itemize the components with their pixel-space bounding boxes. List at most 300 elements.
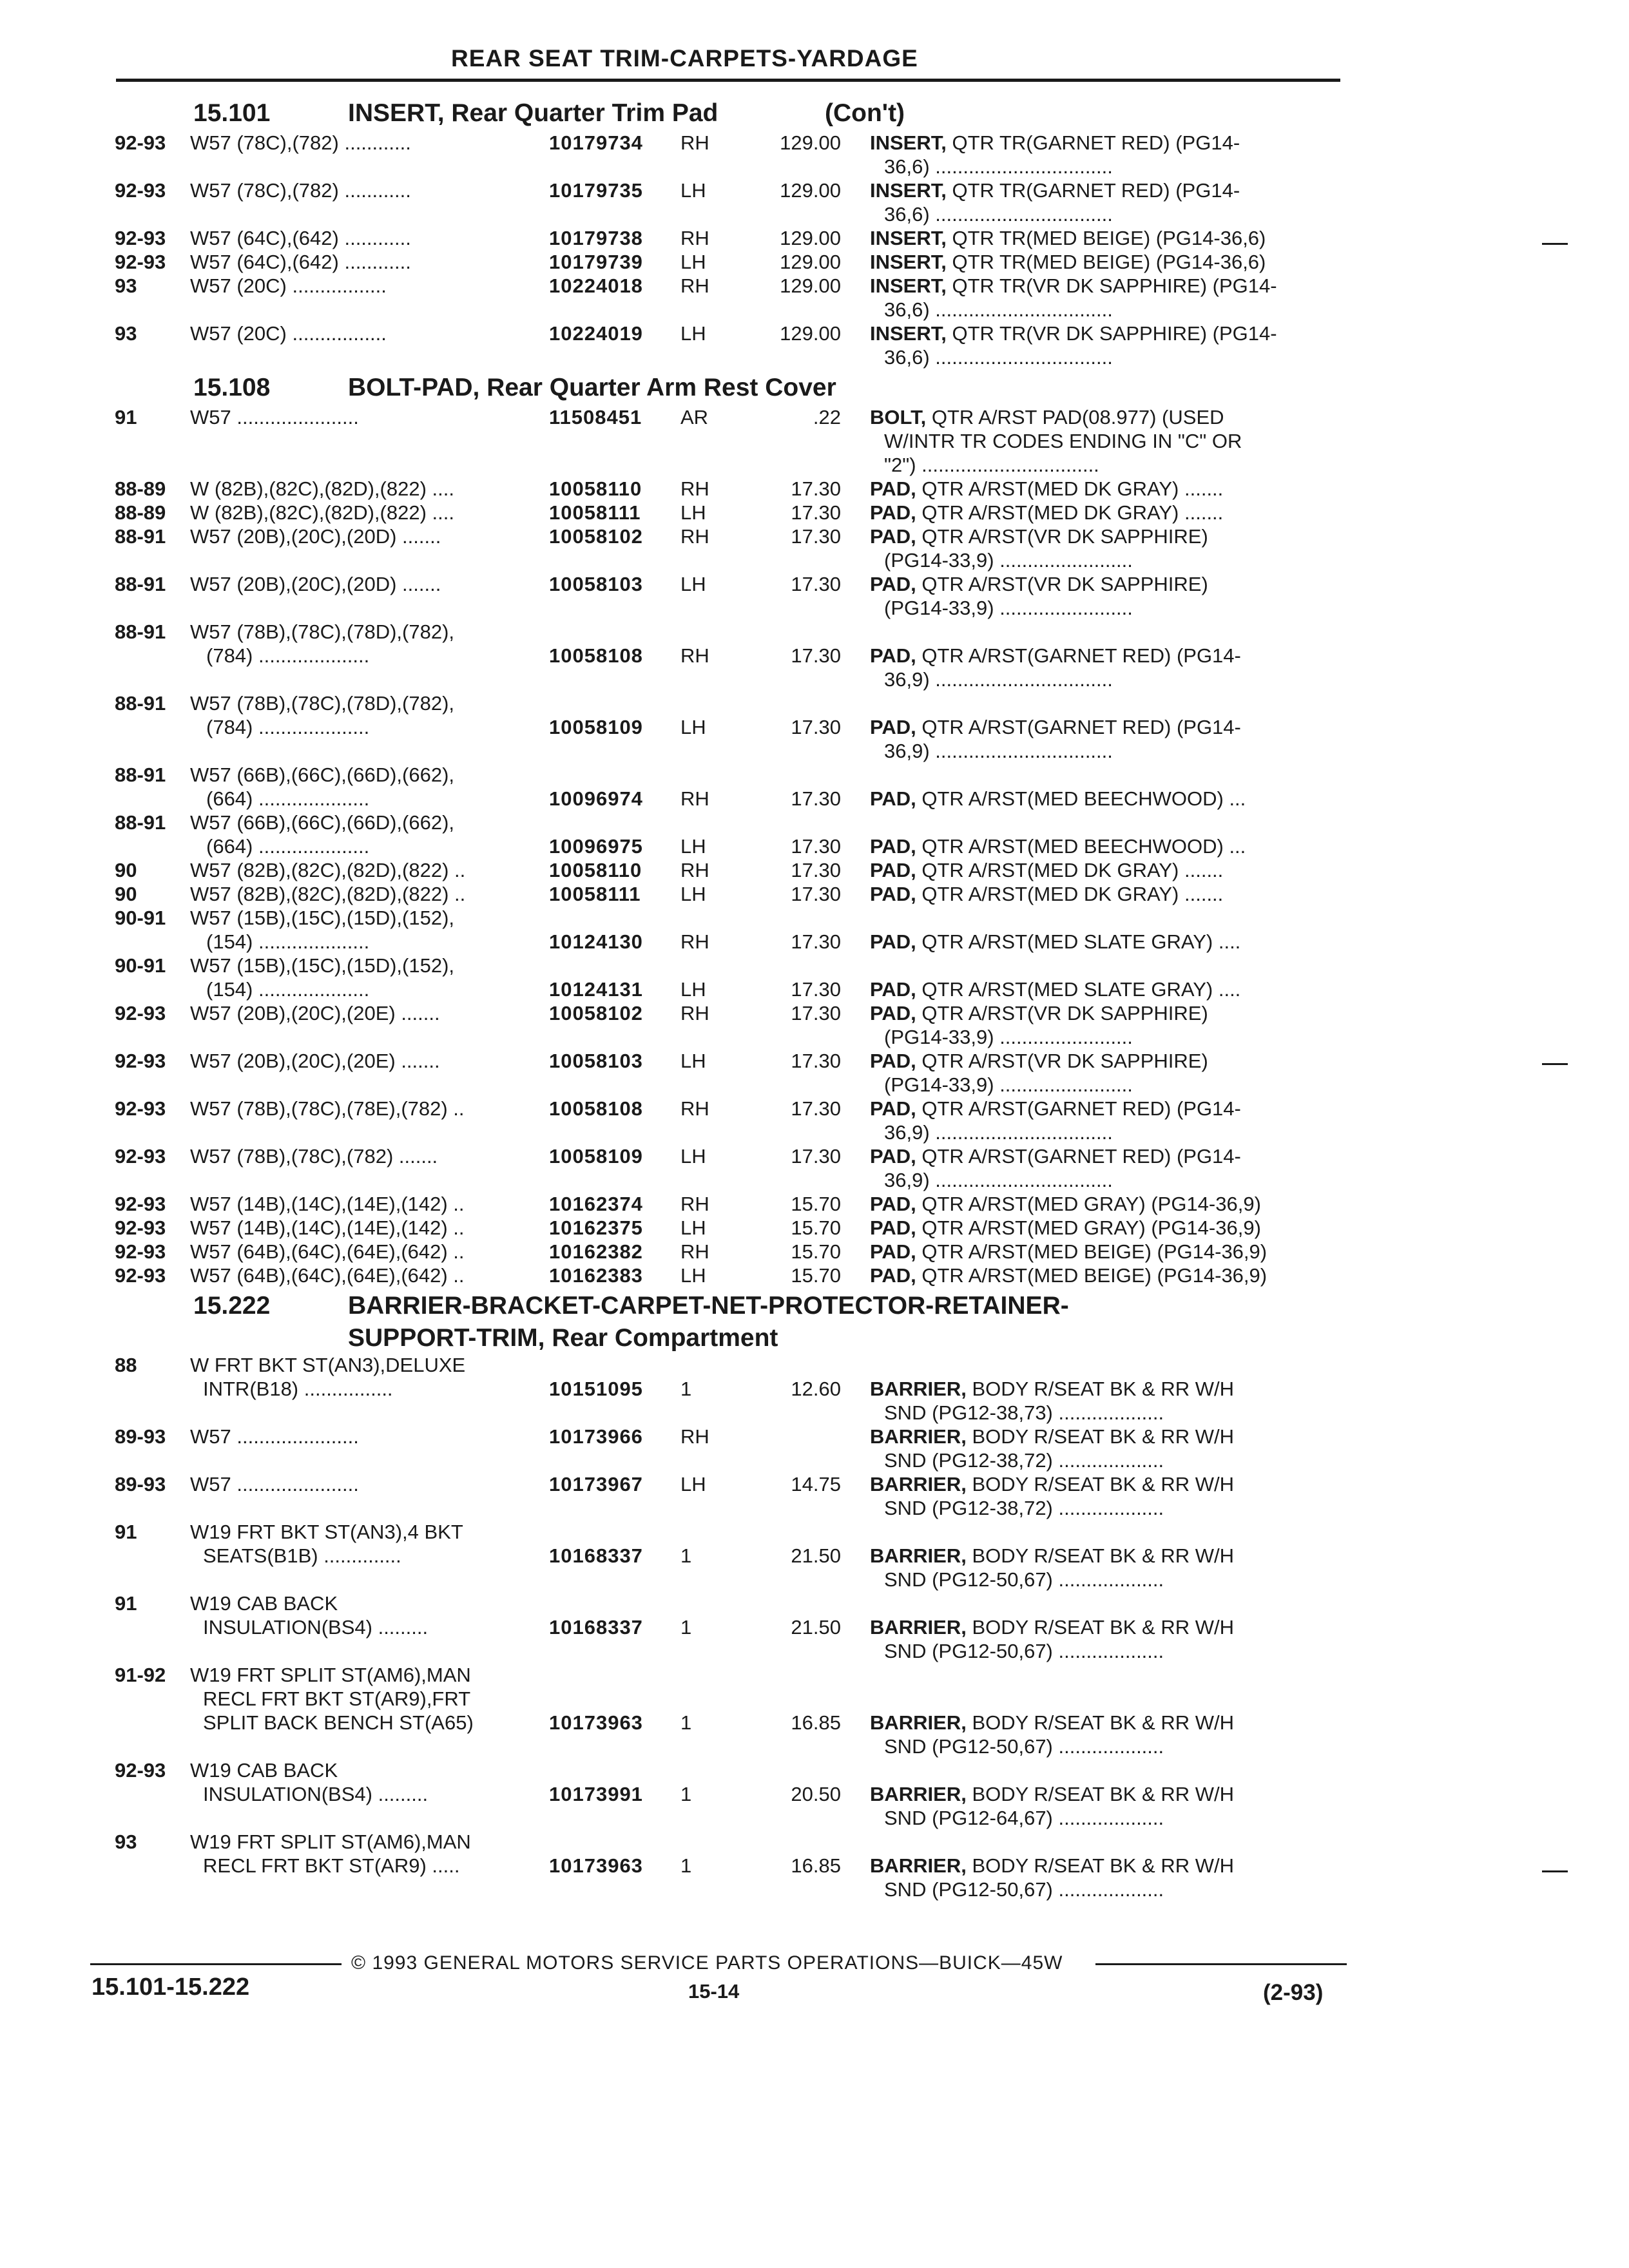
application: W19 CAB BACK bbox=[190, 1592, 338, 1615]
part-detail: BODY R/SEAT BK & RR W/H bbox=[966, 1378, 1234, 1400]
part-description bbox=[870, 644, 1241, 668]
table-row bbox=[0, 1097, 1629, 1121]
application: W19 CAB BACK bbox=[190, 1759, 338, 1782]
footer-rule-right bbox=[1095, 1963, 1347, 1965]
part-description bbox=[870, 322, 1277, 345]
application: W57 ...................... bbox=[190, 406, 359, 428]
description-continuation bbox=[0, 668, 1629, 692]
description-continuation bbox=[0, 1568, 1629, 1592]
model-years: 88-91 bbox=[115, 573, 166, 595]
model-years: 88-89 bbox=[115, 477, 166, 500]
table-row bbox=[0, 274, 1629, 298]
part-description bbox=[870, 227, 1266, 250]
part-description: SND (PG12-50,67) ................... bbox=[884, 1568, 1164, 1591]
part-description: 36,9) ................................ bbox=[884, 668, 1113, 691]
part-name: PAD, bbox=[870, 978, 916, 1001]
part-name: BARRIER, bbox=[870, 1425, 967, 1448]
part-name: PAD, bbox=[870, 1240, 916, 1263]
part-number: 11508451 bbox=[549, 406, 642, 428]
part-number: 10179739 bbox=[549, 251, 643, 273]
part-description: SND (PG12-38,72) ................... bbox=[884, 1497, 1164, 1519]
part-number: 10058103 bbox=[549, 573, 643, 595]
table-row bbox=[0, 620, 1629, 644]
application: W (82B),(82C),(82D),(822) .... bbox=[190, 501, 454, 524]
part-detail: QTR A/RST(MED DK GRAY) ....... bbox=[916, 859, 1224, 881]
application: (664) .................... bbox=[206, 787, 370, 810]
part-detail: QTR A/RST(MED BEECHWOOD) ... bbox=[916, 787, 1246, 810]
application: (664) .................... bbox=[206, 835, 370, 858]
quantity: LH bbox=[680, 1264, 706, 1287]
application: W57 (78B),(78C),(782) ....... bbox=[190, 1145, 438, 1168]
table-row bbox=[0, 477, 1629, 501]
model-years: 88-91 bbox=[115, 525, 166, 548]
part-description bbox=[870, 573, 1208, 596]
table-row bbox=[0, 1783, 1629, 1807]
part-name: INSERT, bbox=[870, 322, 947, 345]
part-number: 10058110 bbox=[549, 859, 642, 881]
description-continuation bbox=[0, 454, 1629, 477]
quantity: LH bbox=[680, 573, 706, 595]
quantity: LH bbox=[680, 322, 706, 345]
part-number: 10162374 bbox=[549, 1193, 643, 1215]
price: 129.00 bbox=[780, 227, 841, 249]
part-detail: BODY R/SEAT BK & RR W/H bbox=[966, 1473, 1234, 1495]
part-number: 10162382 bbox=[549, 1240, 643, 1263]
description-continuation bbox=[0, 298, 1629, 322]
part-description bbox=[870, 525, 1208, 548]
part-description bbox=[870, 1711, 1234, 1735]
quantity: RH bbox=[680, 131, 709, 154]
description-continuation bbox=[0, 1735, 1629, 1759]
part-number: 10058111 bbox=[549, 501, 641, 524]
model-years: 92-93 bbox=[115, 1216, 166, 1239]
application: W57 (82B),(82C),(82D),(822) .. bbox=[190, 883, 466, 905]
part-description: SND (PG12-38,72) ................... bbox=[884, 1449, 1164, 1472]
table-row bbox=[0, 978, 1629, 1002]
table-row bbox=[0, 1831, 1629, 1854]
application: W57 (20C) ................. bbox=[190, 322, 387, 345]
section-number: 15.108 bbox=[193, 374, 271, 401]
section-heading bbox=[0, 370, 1629, 406]
part-description: 36,6) ................................ bbox=[884, 155, 1113, 178]
price: 21.50 bbox=[791, 1544, 841, 1567]
price: 15.70 bbox=[791, 1193, 841, 1215]
application: W57 (15B),(15C),(15D),(152), bbox=[190, 954, 455, 977]
part-detail: QTR TR(MED BEIGE) (PG14-36,6) bbox=[946, 251, 1266, 273]
part-detail: QTR TR(MED BEIGE) (PG14-36,6) bbox=[946, 227, 1266, 249]
part-detail: QTR TR(GARNET RED) (PG14- bbox=[946, 131, 1240, 154]
table-row bbox=[0, 406, 1629, 430]
price: 15.70 bbox=[791, 1240, 841, 1263]
table-row bbox=[0, 1145, 1629, 1169]
price: 17.30 bbox=[791, 501, 841, 524]
part-detail: QTR A/RST(MED SLATE GRAY) .... bbox=[916, 978, 1241, 1001]
part-number: 10058102 bbox=[549, 1002, 643, 1024]
part-detail: BODY R/SEAT BK & RR W/H bbox=[966, 1854, 1234, 1877]
footer-date: (2-93) bbox=[1263, 1980, 1324, 2005]
application: W FRT BKT ST(AN3),DELUXE bbox=[190, 1354, 466, 1376]
part-number: 10162383 bbox=[549, 1264, 643, 1287]
part-name: PAD, bbox=[870, 573, 916, 595]
application: INSULATION(BS4) ......... bbox=[203, 1783, 429, 1805]
price: 129.00 bbox=[780, 179, 841, 202]
price: 17.30 bbox=[791, 835, 841, 858]
part-description bbox=[870, 1097, 1241, 1120]
part-number: 10096975 bbox=[549, 835, 643, 858]
description-continuation bbox=[0, 430, 1629, 454]
price: 17.30 bbox=[791, 930, 841, 953]
part-name: PAD, bbox=[870, 835, 916, 858]
part-description bbox=[870, 883, 1223, 906]
description-continuation bbox=[0, 1121, 1629, 1145]
application: W57 (64B),(64C),(64E),(642) .. bbox=[190, 1264, 465, 1287]
table-row bbox=[0, 907, 1629, 930]
part-number: 10168337 bbox=[549, 1544, 643, 1567]
table-row bbox=[0, 131, 1629, 155]
application: W19 FRT SPLIT ST(AM6),MAN bbox=[190, 1831, 471, 1853]
part-name: INSERT, bbox=[870, 179, 947, 202]
part-number: 10096974 bbox=[549, 787, 643, 810]
price: 21.50 bbox=[791, 1616, 841, 1639]
part-description bbox=[870, 1854, 1234, 1878]
model-years: 92-93 bbox=[115, 1264, 166, 1287]
part-description bbox=[870, 1425, 1234, 1448]
header-rule bbox=[116, 79, 1340, 82]
price: 17.30 bbox=[791, 1050, 841, 1072]
quantity: LH bbox=[680, 883, 706, 905]
table-row bbox=[0, 1711, 1629, 1735]
part-number: 10173963 bbox=[549, 1854, 643, 1877]
model-years: 91 bbox=[115, 1592, 137, 1615]
quantity: RH bbox=[680, 1097, 709, 1120]
part-name: INSERT, bbox=[870, 251, 947, 273]
quantity: LH bbox=[680, 501, 706, 524]
part-number: 10124131 bbox=[549, 978, 643, 1001]
part-name: BARRIER, bbox=[870, 1854, 967, 1877]
model-years: 93 bbox=[115, 274, 137, 297]
quantity: LH bbox=[680, 251, 706, 273]
application: SEATS(B1B) .............. bbox=[203, 1544, 401, 1567]
application: W57 (20B),(20C),(20D) ....... bbox=[190, 525, 441, 548]
section-heading bbox=[0, 95, 1629, 131]
part-detail: QTR A/RST PAD(08.977) (USED bbox=[926, 406, 1224, 428]
part-detail: QTR A/RST(GARNET RED) (PG14- bbox=[916, 644, 1241, 667]
part-description bbox=[870, 1783, 1234, 1806]
application: W57 ...................... bbox=[190, 1473, 359, 1495]
price: 17.30 bbox=[791, 1097, 841, 1120]
description-continuation bbox=[0, 1026, 1629, 1050]
part-name: BARRIER, bbox=[870, 1473, 967, 1495]
table-row bbox=[0, 1240, 1629, 1264]
part-name: PAD, bbox=[870, 716, 916, 738]
section-title: BARRIER-BRACKET-CARPET-NET-PROTECTOR-RETAINER- bbox=[348, 1292, 1069, 1320]
application: (784) .................... bbox=[206, 644, 370, 667]
part-detail: BODY R/SEAT BK & RR W/H bbox=[966, 1616, 1234, 1639]
description-continuation bbox=[0, 1401, 1629, 1425]
quantity: 1 bbox=[680, 1783, 692, 1805]
section-continued: (Con't) bbox=[825, 99, 905, 127]
price: 17.30 bbox=[791, 859, 841, 881]
part-detail: BODY R/SEAT BK & RR W/H bbox=[966, 1425, 1234, 1448]
part-detail: QTR A/RST(MED GRAY) (PG14-36,9) bbox=[916, 1193, 1261, 1215]
description-continuation bbox=[0, 597, 1629, 620]
description-continuation bbox=[0, 1073, 1629, 1097]
section-title: SUPPORT-TRIM, Rear Compartment bbox=[348, 1324, 778, 1352]
price: 17.30 bbox=[791, 644, 841, 667]
part-description bbox=[870, 501, 1223, 524]
quantity: LH bbox=[680, 1145, 706, 1168]
part-number: 10058108 bbox=[549, 644, 643, 667]
quantity: RH bbox=[680, 1240, 709, 1263]
model-years: 88-91 bbox=[115, 620, 166, 643]
part-description bbox=[870, 477, 1223, 501]
model-years: 92-93 bbox=[115, 1240, 166, 1263]
table-row bbox=[0, 1216, 1629, 1240]
table-row bbox=[0, 835, 1629, 859]
table-row bbox=[0, 1264, 1629, 1288]
part-number: 10058102 bbox=[549, 525, 643, 548]
part-description bbox=[870, 1050, 1208, 1073]
part-number: 10224019 bbox=[549, 322, 643, 345]
table-row bbox=[0, 692, 1629, 716]
table-row bbox=[0, 1354, 1629, 1378]
price: 17.30 bbox=[791, 477, 841, 500]
application: (784) .................... bbox=[206, 716, 370, 738]
table-row bbox=[0, 811, 1629, 835]
part-name: PAD, bbox=[870, 1050, 916, 1072]
part-name: BARRIER, bbox=[870, 1378, 967, 1400]
part-number: 10058108 bbox=[549, 1097, 643, 1120]
application: W (82B),(82C),(82D),(822) .... bbox=[190, 477, 454, 500]
part-number: 10173991 bbox=[549, 1783, 643, 1805]
part-number: 10179734 bbox=[549, 131, 643, 154]
quantity: LH bbox=[680, 716, 706, 738]
part-name: PAD, bbox=[870, 859, 916, 881]
quantity: AR bbox=[680, 406, 709, 428]
part-number: 10058110 bbox=[549, 477, 642, 500]
model-years: 90 bbox=[115, 883, 137, 905]
part-description: "2") ................................ bbox=[884, 454, 1099, 476]
footer-page-number: 15-14 bbox=[688, 1980, 740, 2003]
footer-section-range: 15.101-15.222 bbox=[92, 1974, 250, 2001]
price: 17.30 bbox=[791, 978, 841, 1001]
table-row bbox=[0, 787, 1629, 811]
description-continuation bbox=[0, 1449, 1629, 1473]
table-row bbox=[0, 1759, 1629, 1783]
part-detail: QTR A/RST(MED DK GRAY) ....... bbox=[916, 501, 1224, 524]
price: 12.60 bbox=[791, 1378, 841, 1400]
price: 14.75 bbox=[791, 1473, 841, 1495]
part-detail: QTR TR(VR DK SAPPHIRE) (PG14- bbox=[946, 322, 1277, 345]
quantity: 1 bbox=[680, 1378, 692, 1400]
price: 15.70 bbox=[791, 1264, 841, 1287]
description-continuation bbox=[0, 740, 1629, 764]
price: 129.00 bbox=[780, 131, 841, 154]
part-description: 36,6) ................................ bbox=[884, 298, 1113, 321]
model-years: 92-93 bbox=[115, 251, 166, 273]
application: W57 (14B),(14C),(14E),(142) .. bbox=[190, 1193, 465, 1215]
part-description: SND (PG12-38,73) ................... bbox=[884, 1401, 1164, 1424]
table-row bbox=[0, 1050, 1629, 1073]
part-name: PAD, bbox=[870, 930, 916, 953]
part-description bbox=[870, 1002, 1208, 1025]
part-description bbox=[870, 859, 1223, 882]
description-continuation bbox=[0, 549, 1629, 573]
application: INSULATION(BS4) ......... bbox=[203, 1616, 429, 1639]
part-detail: QTR A/RST(VR DK SAPPHIRE) bbox=[916, 525, 1208, 548]
part-name: PAD, bbox=[870, 1216, 916, 1239]
model-years: 92-93 bbox=[115, 1193, 166, 1215]
part-name: PAD, bbox=[870, 1193, 916, 1215]
part-description: (PG14-33,9) ........................ bbox=[884, 1073, 1133, 1096]
quantity: RH bbox=[680, 1002, 709, 1024]
model-years: 92-93 bbox=[115, 227, 166, 249]
part-description bbox=[870, 978, 1240, 1001]
application: W57 (64B),(64C),(64E),(642) .. bbox=[190, 1240, 465, 1263]
part-detail: QTR A/RST(MED BEIGE) (PG14-36,9) bbox=[916, 1264, 1268, 1287]
model-years: 89-93 bbox=[115, 1473, 166, 1495]
part-number: 10058103 bbox=[549, 1050, 643, 1072]
table-row bbox=[0, 322, 1629, 346]
model-years: 92-93 bbox=[115, 1759, 166, 1782]
quantity: RH bbox=[680, 525, 709, 548]
price: 17.30 bbox=[791, 883, 841, 905]
table-row bbox=[0, 644, 1629, 668]
application: RECL FRT BKT ST(AR9),FRT bbox=[203, 1687, 471, 1710]
application: W57 ...................... bbox=[190, 1425, 359, 1448]
application: W57 (66B),(66C),(66D),(662), bbox=[190, 811, 455, 834]
margin-tick bbox=[1542, 243, 1568, 245]
table-row bbox=[0, 1473, 1629, 1497]
application: W57 (20B),(20C),(20E) ....... bbox=[190, 1002, 440, 1024]
part-description: 36,9) ................................ bbox=[884, 740, 1113, 762]
part-name: PAD, bbox=[870, 644, 916, 667]
price: 129.00 bbox=[780, 274, 841, 297]
part-description: SND (PG12-50,67) ................... bbox=[884, 1640, 1164, 1662]
part-detail: QTR A/RST(MED GRAY) (PG14-36,9) bbox=[916, 1216, 1261, 1239]
part-name: INSERT, bbox=[870, 227, 947, 249]
model-years: 88 bbox=[115, 1354, 137, 1376]
application: W57 (82B),(82C),(82D),(822) .. bbox=[190, 859, 466, 881]
application: W57 (20C) ................. bbox=[190, 274, 387, 297]
application: W57 (20B),(20C),(20E) ....... bbox=[190, 1050, 440, 1072]
application: W57 (15B),(15C),(15D),(152), bbox=[190, 907, 455, 929]
part-number: 10058111 bbox=[549, 883, 641, 905]
table-row bbox=[0, 1002, 1629, 1026]
application: W57 (64C),(642) ............ bbox=[190, 251, 411, 273]
part-name: PAD, bbox=[870, 1264, 916, 1287]
part-detail: QTR TR(GARNET RED) (PG14- bbox=[946, 179, 1240, 202]
application: W57 (78B),(78C),(78E),(782) .. bbox=[190, 1097, 465, 1120]
price: 17.30 bbox=[791, 716, 841, 738]
price: 16.85 bbox=[791, 1854, 841, 1877]
quantity: RH bbox=[680, 644, 709, 667]
application: SPLIT BACK BENCH ST(A65) bbox=[203, 1711, 474, 1734]
part-number: 10058109 bbox=[549, 1145, 643, 1168]
part-detail: QTR A/RST(GARNET RED) (PG14- bbox=[916, 716, 1241, 738]
price: 17.30 bbox=[791, 1002, 841, 1024]
application: W57 (20B),(20C),(20D) ....... bbox=[190, 573, 441, 595]
part-detail: QTR A/RST(MED BEECHWOOD) ... bbox=[916, 835, 1246, 858]
model-years: 88-91 bbox=[115, 692, 166, 715]
table-row bbox=[0, 179, 1629, 203]
quantity: RH bbox=[680, 859, 709, 881]
part-number: 10173966 bbox=[549, 1425, 643, 1448]
table-row bbox=[0, 1193, 1629, 1216]
quantity: LH bbox=[680, 978, 706, 1001]
part-name: BARRIER, bbox=[870, 1783, 967, 1805]
part-number: 10058109 bbox=[549, 716, 643, 738]
application: W19 FRT SPLIT ST(AM6),MAN bbox=[190, 1664, 471, 1686]
part-description: SND (PG12-50,67) ................... bbox=[884, 1735, 1164, 1758]
description-continuation bbox=[0, 155, 1629, 179]
price: 17.30 bbox=[791, 787, 841, 810]
part-number: 10124130 bbox=[549, 930, 643, 953]
price: 15.70 bbox=[791, 1216, 841, 1239]
part-name: PAD, bbox=[870, 1002, 916, 1024]
application: RECL FRT BKT ST(AR9) ..... bbox=[203, 1854, 460, 1877]
table-row bbox=[0, 227, 1629, 251]
part-description: SND (PG12-50,67) ................... bbox=[884, 1878, 1164, 1901]
part-name: PAD, bbox=[870, 883, 916, 905]
footer-rule-left bbox=[90, 1963, 342, 1965]
table-row bbox=[0, 1687, 1629, 1711]
part-detail: QTR A/RST(MED DK GRAY) ....... bbox=[916, 477, 1224, 500]
table-row bbox=[0, 573, 1629, 597]
description-continuation bbox=[0, 1497, 1629, 1521]
model-years: 90-91 bbox=[115, 907, 166, 929]
table-row bbox=[0, 1378, 1629, 1401]
application: W57 (78B),(78C),(78D),(782), bbox=[190, 692, 455, 715]
part-description: SND (PG12-64,67) ................... bbox=[884, 1807, 1164, 1829]
part-description: 36,6) ................................ bbox=[884, 203, 1113, 226]
part-description bbox=[870, 179, 1240, 202]
table-row bbox=[0, 930, 1629, 954]
application: W57 (78C),(782) ............ bbox=[190, 131, 411, 154]
price: 17.30 bbox=[791, 1145, 841, 1168]
part-description bbox=[870, 1544, 1234, 1568]
part-description bbox=[870, 716, 1241, 739]
part-description bbox=[870, 274, 1277, 298]
part-detail: BODY R/SEAT BK & RR W/H bbox=[966, 1711, 1234, 1734]
part-name: BARRIER, bbox=[870, 1616, 967, 1639]
part-name: PAD, bbox=[870, 477, 916, 500]
description-continuation bbox=[0, 346, 1629, 370]
margin-tick bbox=[1542, 1063, 1568, 1065]
model-years: 90 bbox=[115, 859, 137, 881]
part-description bbox=[870, 1145, 1241, 1168]
part-detail: QTR A/RST(VR DK SAPPHIRE) bbox=[916, 573, 1208, 595]
quantity: LH bbox=[680, 1473, 706, 1495]
model-years: 92-93 bbox=[115, 1002, 166, 1024]
application: W57 (66B),(66C),(66D),(662), bbox=[190, 764, 455, 786]
description-continuation bbox=[0, 1640, 1629, 1664]
quantity: RH bbox=[680, 1193, 709, 1215]
application: INTR(B18) ................ bbox=[203, 1378, 393, 1400]
footer-copyright: © 1993 GENERAL MOTORS SERVICE PARTS OPERATIONS—BUICK—45W bbox=[351, 1952, 1063, 1974]
parts-list bbox=[0, 95, 1629, 1902]
section-heading bbox=[0, 1288, 1629, 1324]
model-years: 92-93 bbox=[115, 179, 166, 202]
quantity: LH bbox=[680, 835, 706, 858]
quantity: 1 bbox=[680, 1711, 692, 1734]
part-detail: BODY R/SEAT BK & RR W/H bbox=[966, 1783, 1234, 1805]
part-description: (PG14-33,9) ........................ bbox=[884, 597, 1133, 619]
part-name: PAD, bbox=[870, 501, 916, 524]
model-years: 91 bbox=[115, 406, 137, 428]
part-description bbox=[870, 1473, 1234, 1496]
application: W57 (14B),(14C),(14E),(142) .. bbox=[190, 1216, 465, 1239]
